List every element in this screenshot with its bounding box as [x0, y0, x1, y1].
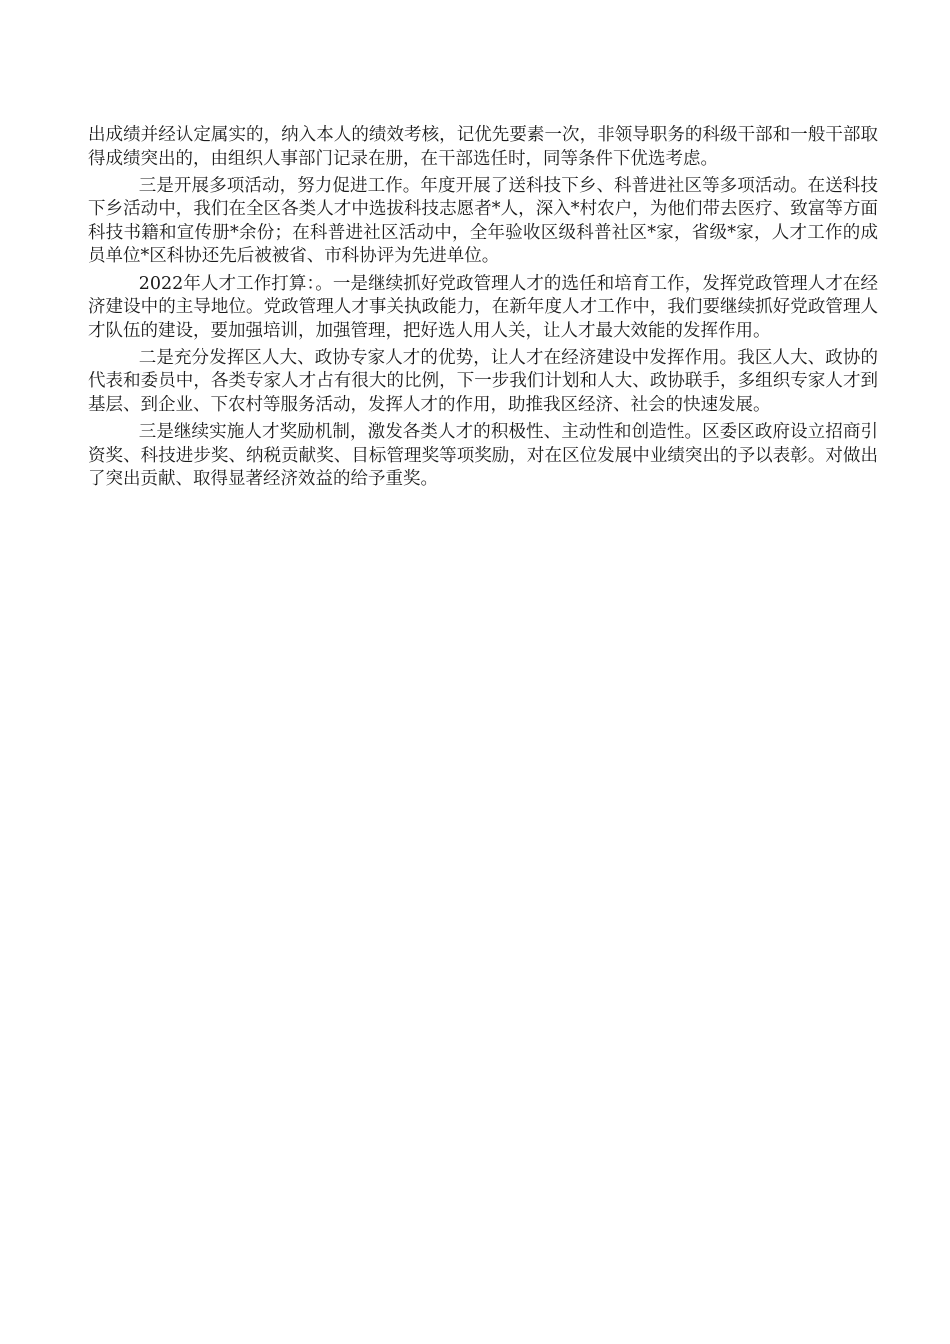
paragraph-activities: 三是开展多项活动，努力促进工作。年度开展了送科技下乡、科普进社区等多项活动。在送科技下乡活动中，我们在全区各类人才中选拔科技志愿者*人，深入*村农户，为他们带去医疗、致富等方面科技书籍和宣传册*余份；在科普进社区活动中，全年验收区级科普社区*家，省级*家，人才工作的成员单位*区科协还先后被被省、市科协评为先进单位。 — [88, 175, 878, 267]
paragraph-continuation: 出成绩并经认定属实的，纳入本人的绩效考核，记优先要素一次，非领导职务的科级干部和一般干部取得成绩突出的，由组织人事部门记录在册，在干部选任时，同等条件下优选考虑。 — [88, 125, 878, 169]
paragraph-rewards: 三是继续实施人才奖励机制，激发各类人才的积极性、主动性和创造性。区委区政府设立招商引资奖、科技进步奖、纳税贡献奖、目标管理奖等项奖励，对在区位发展中业绩突出的予以表彰。对做出了突出贡献、取得显著经济效益的给予重奖。 — [88, 422, 878, 490]
document-body — [88, 124, 878, 495]
paragraph-2022-plan: 2022年人才工作打算：。一是继续抓好党政管理人才的选任和培育工作，发挥党政管理人才在经济建设中的主导地位。党政管理人才事关执政能力，在新年度人才工作中，我们要继续抓好党政管理人才队伍的建设，要加强培训，加强管理，把好选人用人关，让人才最大效能的发挥作用。 — [88, 273, 878, 341]
paragraph-experts: 二是充分发挥区人大、政协专家人才的优势，让人才在经济建设中发挥作用。我区人大、政协的代表和委员中，各类专家人才占有很大的比例，下一步我们计划和人大、政协联手，多组织专家人才到基层、到企业、下农村等服务活动，发挥人才的作用，助推我区经济、社会的快速发展。 — [88, 347, 878, 416]
